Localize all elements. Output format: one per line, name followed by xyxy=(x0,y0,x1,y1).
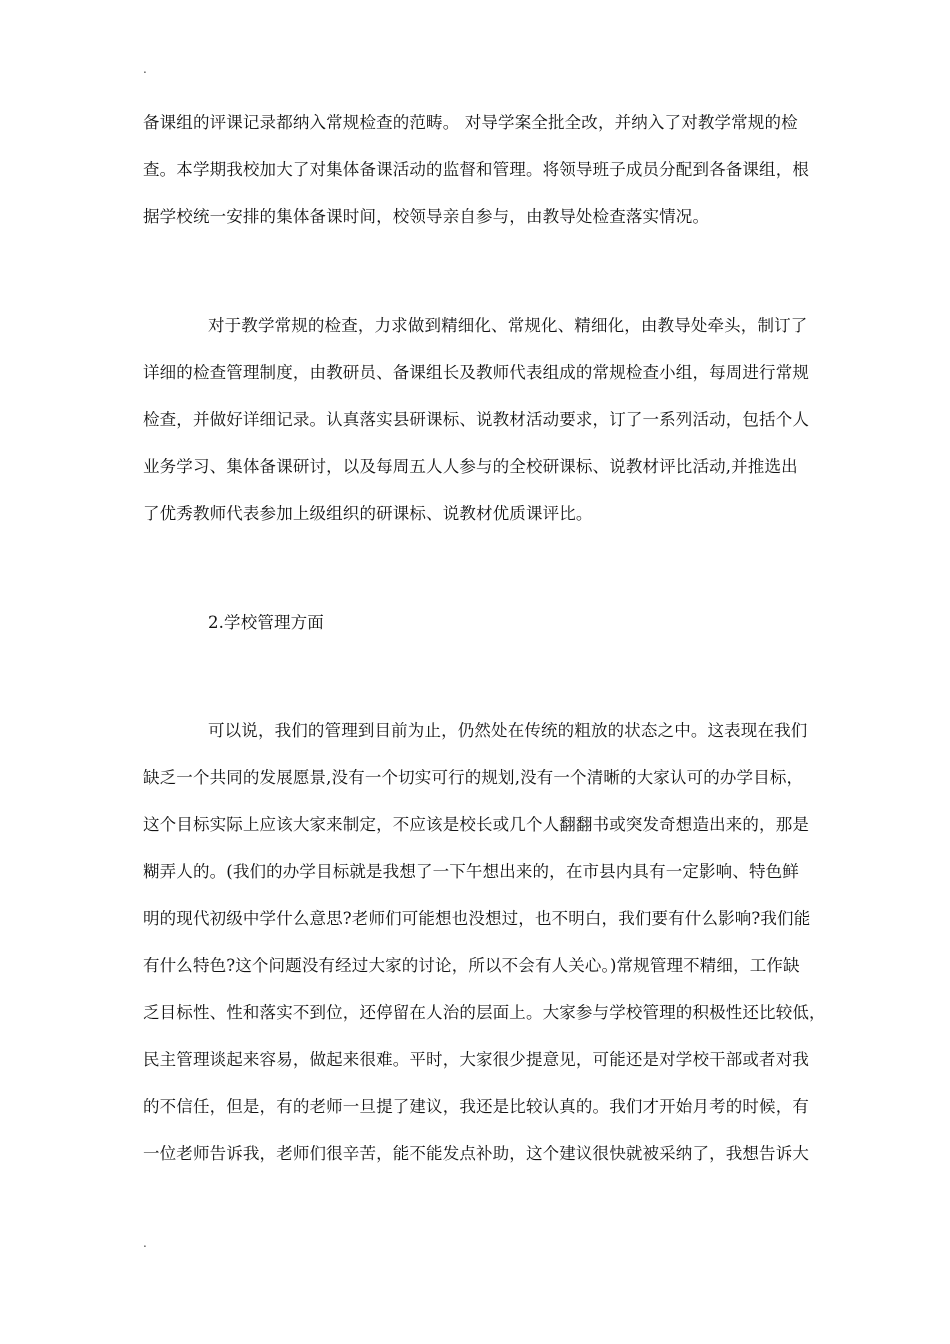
text-line: 据学校统一安排的集体备课时间，校领导亲自参与，由教导处检查落实情况。 xyxy=(143,207,710,226)
text-line: 乏目标性、性和落实不到位，还停留在人治的层面上。大家参与学校管理的积极性还比较低， xyxy=(143,1003,826,1022)
text-line: 民主管理谈起来容易，做起来很难。平时，大家很少提意见，可能还是对学校干部或者对我 xyxy=(143,1050,809,1069)
text-line: 业务学习、集体备课研讨，以及每周五人人参与的全校研课标、说教材评比活动,并推选出 xyxy=(143,457,798,476)
text-line: 这个目标实际上应该大家来制定，不应该是校长或几个人翻翻书或突发奇想造出来的，那是 xyxy=(143,815,809,834)
text-line: 一位老师告诉我，老师们很辛苦，能不能发点补助，这个建议很快就被采纳了，我想告诉大 xyxy=(143,1144,809,1163)
page-mark-bottom: . xyxy=(143,1236,147,1250)
text-line: 糊弄人的。(我们的办学目标就是我想了一下午想出来的，在市县内具有一定影响、特色鲜 xyxy=(143,862,799,881)
text-line: 对于教学常规的检查，力求做到精细化、常规化、精细化，由教导处牵头，制订了 xyxy=(208,316,808,335)
section-heading: 2.学校管理方面 xyxy=(208,613,324,632)
page-mark-top: . xyxy=(143,62,147,76)
text-line: 可以说，我们的管理到目前为止，仍然处在传统的粗放的状态之中。这表现在我们 xyxy=(208,721,808,740)
text-line: 了优秀教师代表参加上级组织的研课标、说教材优质课评比。 xyxy=(143,504,593,523)
text-line: 缺乏一个共同的发展愿景,没有一个切实可行的规划,没有一个清晰的大家认可的办学目标， xyxy=(143,768,804,787)
text-line: 查。本学期我校加大了对集体备课活动的监督和管理。将领导班子成员分配到各备课组，根 xyxy=(143,160,809,179)
text-line: 检查，并做好详细记录。认真落实县研课标、说教材活动要求，订了一系列活动，包括个人 xyxy=(143,410,809,429)
text-line: 明的现代初级中学什么意思?老师们可能想也没想过，也不明白，我们要有什么影响?我们能 xyxy=(143,909,811,928)
text-line: 的不信任，但是，有的老师一旦提了建议，我还是比较认真的。我们才开始月考的时候，有 xyxy=(143,1097,809,1116)
text-line: 备课组的评课记录都纳入常规检查的范畴。 对导学案全批全改，并纳入了对教学常规的检 xyxy=(143,113,798,132)
text-line: 详细的检查管理制度，由教研员、备课组长及教师代表组成的常规检查小组，每周进行常规 xyxy=(143,363,809,382)
text-line: 有什么特色?这个问题没有经过大家的讨论，所以不会有人关心。)常规管理不精细，工作缺 xyxy=(143,956,800,975)
